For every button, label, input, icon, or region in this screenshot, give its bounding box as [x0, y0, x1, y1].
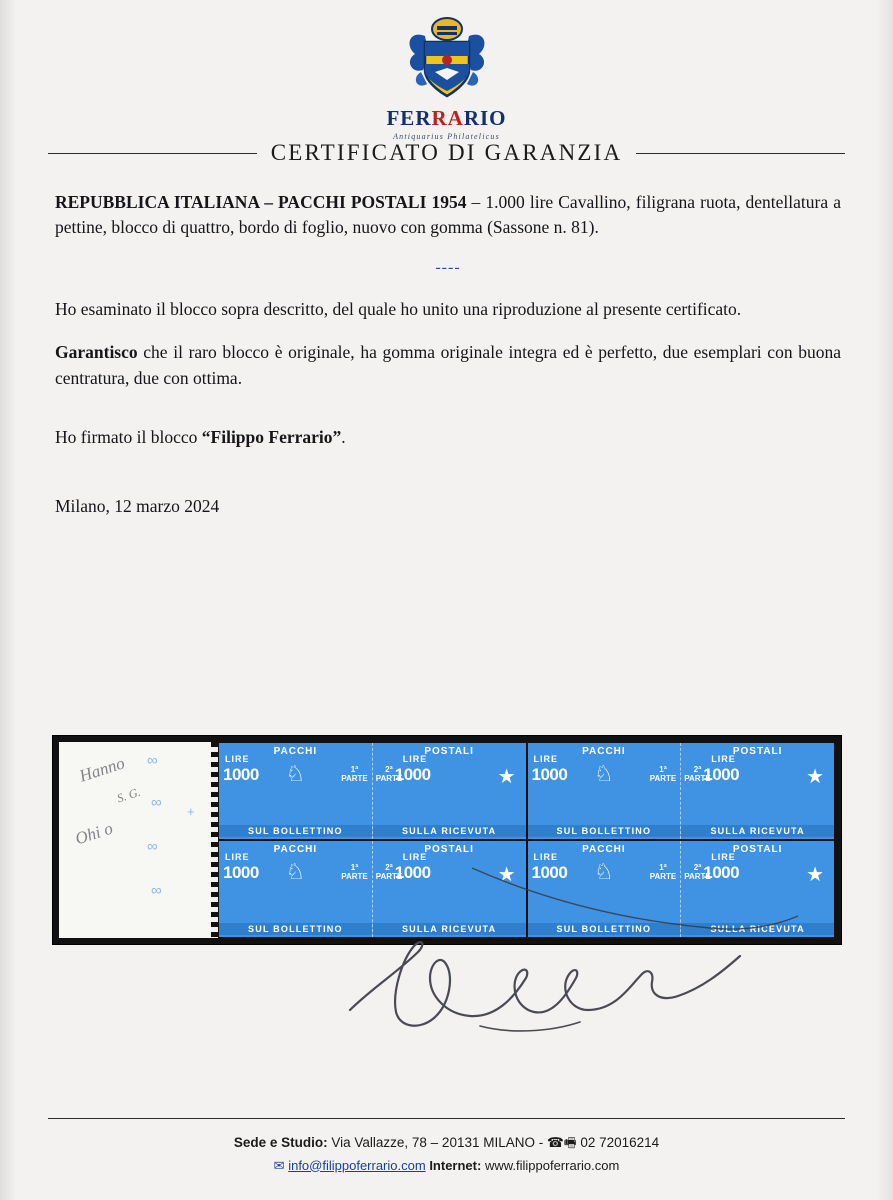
block-of-four — [218, 742, 835, 938]
stamp-lire-label: LIRE — [402, 754, 428, 764]
footer-contact-line — [0, 1156, 893, 1177]
stamp-brand: PACCHI — [273, 844, 318, 855]
stamp-inner — [59, 742, 835, 938]
stamp-parte-word: PARTE — [341, 872, 368, 882]
wheel-watermark-icon: ∞ — [151, 794, 162, 811]
footer-address-line — [0, 1132, 893, 1154]
stamp-brand: PACCHI — [582, 746, 626, 757]
stamp-lire-label: LIRE — [711, 852, 736, 862]
stamp-lire-label: LIRE — [711, 754, 736, 764]
stamp-parte-num: 1ª — [350, 765, 359, 774]
perforation-strip — [211, 742, 218, 938]
footer-internet-label: Internet: — [429, 1157, 482, 1173]
star-icon: ★ — [806, 766, 824, 788]
stamp-parte-word: PARTE — [341, 774, 368, 784]
stamp-bottom-text: SUL BOLLETTINO — [528, 923, 681, 935]
stamp-value: 1000 — [394, 765, 431, 784]
stamp-row — [218, 840, 835, 938]
envelope-icon: ✉ — [273, 1157, 285, 1173]
stamp-value: 1000 — [223, 765, 259, 784]
footer-phone: 02 72016214 — [580, 1135, 660, 1150]
stamp-bottom-text: SULLA RICEVUTA — [373, 923, 526, 935]
stamp-pane — [218, 742, 527, 840]
stamp-parte-word: PARTE — [375, 774, 403, 784]
stamp-parte-word: PARTE — [684, 872, 711, 882]
signed-pre: Ho firmato il blocco — [55, 426, 202, 447]
brand-wordmark — [386, 106, 506, 131]
guarantee-lead: Garantisco — [55, 342, 138, 363]
stamp-block-image — [52, 735, 842, 945]
examination-paragraph: Ho esaminato il blocco sopra descritto, del quale ho unito una riproduzione al presente certificato. — [55, 298, 742, 319]
guarantee-rest: che il raro blocco è originale, ha gomma originale integra ed è perfetto, due esemplari con buona centratura, due con ottima. — [55, 342, 841, 388]
stamp-right-half — [681, 841, 834, 937]
stamp-lire-label: LIRE — [533, 852, 559, 862]
stamp-brand: PACCHI — [273, 746, 318, 757]
stamp-parte — [376, 765, 403, 783]
stamp-parte — [341, 765, 368, 783]
horse-rider-icon: ♘ — [594, 761, 614, 786]
footer — [0, 1132, 893, 1176]
stamp-left-half — [219, 743, 373, 839]
certificate-title-row — [48, 140, 845, 166]
brand-subtitle: Antiquarius Philatelicus — [393, 132, 500, 141]
stamp-brand: POSTALI — [424, 746, 474, 757]
stamp-parte-num: 1ª — [350, 863, 359, 872]
stamp-parte-num: 2ª — [693, 765, 702, 774]
stamp-value: 1000 — [703, 765, 740, 784]
stamp-bottom-text: SULLA RICEVUTA — [681, 825, 834, 837]
certificate-body — [55, 190, 841, 538]
stamp-value: 1000 — [531, 765, 568, 784]
handwritten-signature-icon — [330, 930, 750, 1040]
stamp-right-half — [681, 743, 834, 839]
stamp-parte-word: PARTE — [649, 872, 677, 882]
horse-rider-icon: ♘ — [594, 859, 614, 884]
stamp-left-half — [528, 743, 682, 839]
stamp-bottom-text: SUL BOLLETTINO — [219, 825, 372, 837]
wheel-watermark-icon: ∞ — [147, 838, 158, 855]
brand-rio: RIO — [463, 106, 507, 130]
stamp-lire-label: LIRE — [402, 852, 428, 862]
horse-rider-icon: ♘ — [285, 859, 306, 884]
stamp-value: 1000 — [531, 863, 568, 882]
stamp-brand: PACCHI — [582, 844, 626, 855]
stamp-parte-word: PARTE — [684, 774, 711, 784]
stamp-brand: POSTALI — [732, 844, 783, 855]
stamp-parte-num: 2ª — [385, 863, 393, 872]
footer-address-label: Sede e Studio: — [233, 1135, 328, 1150]
star-icon: ★ — [497, 766, 516, 788]
horse-rider-icon: ♘ — [285, 761, 306, 786]
star-icon: ★ — [806, 864, 824, 886]
title-rule-right — [636, 153, 845, 154]
brand-ra: RA — [431, 106, 464, 130]
stamp-parte — [650, 765, 677, 783]
wheel-watermark-icon: ∞ — [151, 882, 162, 899]
registration-cross-icon: + — [187, 804, 195, 819]
stamp-value: 1000 — [703, 863, 740, 882]
stamp-row — [218, 742, 835, 840]
sheet-margin-selvage — [59, 742, 211, 938]
brand-fer: FER — [386, 106, 432, 130]
stamp-right-half — [373, 841, 526, 937]
footer-address-text: Via Vallazze, 78 – 20131 MILANO - — [327, 1135, 547, 1150]
stamp-value: 1000 — [394, 863, 431, 882]
phone-fax-icon: ☎🖷 — [546, 1135, 577, 1150]
stamp-bottom-text: SUL BOLLETTINO — [219, 923, 372, 935]
stamp-parte-num: 2ª — [693, 863, 702, 872]
stamp-brand: POSTALI — [732, 746, 783, 757]
pencil-note: Ohi o — [72, 818, 116, 849]
wheel-watermark-icon: ∞ — [147, 752, 158, 769]
description-paragraph — [55, 190, 841, 241]
stamp-parte-word: PARTE — [649, 774, 677, 784]
title-rule-left — [48, 153, 257, 154]
stamp-parte-num: 1ª — [659, 765, 667, 774]
stamp-left-half — [219, 841, 373, 937]
description-rest: – 1.000 lire Cavallino, filigrana ruota, dentellatura a pettine, blocco di quattro, bordo di foglio, nuovo con gomma (Sassone n. 81). — [55, 192, 841, 238]
stamp-pane — [527, 742, 836, 840]
stamp-value: 1000 — [223, 863, 259, 882]
stamp-parte — [684, 765, 711, 783]
stamp-right-half — [373, 743, 526, 839]
divider-dashes: ---- — [435, 258, 461, 276]
stamp-parte-word: PARTE — [375, 872, 403, 882]
stamp-parte — [376, 863, 403, 881]
stamp-lire-label: LIRE — [533, 754, 559, 764]
footer-email-link[interactable]: info@filippoferrario.com — [288, 1157, 426, 1173]
page-title: CERTIFICATO DI GARANZIA — [270, 140, 623, 165]
stamp-parte — [650, 863, 677, 881]
stamp-parte-num: 2ª — [385, 765, 393, 774]
place-date: Milano, 12 marzo 2024 — [55, 496, 220, 517]
stamp-parte — [684, 863, 711, 881]
stamp-lire-label: LIRE — [225, 754, 250, 764]
stamp-parte-num: 1ª — [659, 863, 667, 872]
stamp-pane — [218, 840, 527, 938]
header — [0, 12, 893, 141]
stamp-lire-label: LIRE — [225, 852, 250, 862]
pencil-note: S. G. — [115, 784, 143, 806]
guarantee-paragraph — [55, 340, 841, 391]
stamp-bottom-text: SULLA RICEVUTA — [681, 923, 834, 935]
stamp-brand: POSTALI — [424, 844, 474, 855]
stamp-parte — [341, 863, 368, 881]
footer-rule — [48, 1118, 845, 1119]
description-lead: REPUBBLICA ITALIANA – PACCHI POSTALI 1954 — [55, 192, 467, 212]
star-icon: ★ — [497, 864, 516, 886]
stamp-bottom-text: SUL BOLLETTINO — [528, 825, 681, 837]
stamp-left-half — [528, 841, 682, 937]
stamp-pane — [527, 840, 836, 938]
signed-name: “Filippo Ferrario” — [201, 426, 342, 447]
pencil-note: Hanno — [77, 753, 127, 786]
stamp-bottom-text: SULLA RICEVUTA — [373, 825, 526, 837]
footer-website[interactable]: www.filippoferrario.com — [484, 1157, 620, 1173]
signed-paragraph — [55, 425, 841, 450]
signed-post: . — [341, 426, 346, 447]
heraldic-crest-icon — [395, 12, 499, 104]
